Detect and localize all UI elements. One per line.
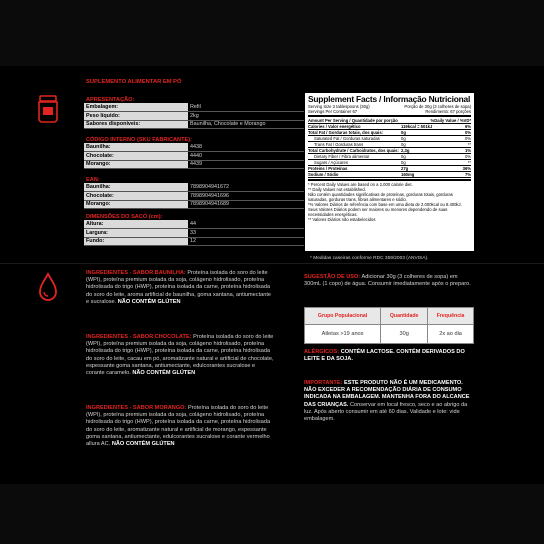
spec-value: 7898904941672 [188,183,342,191]
ingredients-label: INGREDIENTES - SABOR BAUNILHA: [86,270,186,276]
allergens [304,349,476,363]
spec-key: Morango: [84,200,188,209]
nutrient-dv: 36% [462,166,471,171]
nutrient-amount: 0g [401,136,406,141]
nutrient-label: Sodium / Sódio [308,172,339,177]
footnote: * Percent Daily Values are based on a 2,000 calorie diet. [308,182,413,187]
ingredients-label: INGREDIENTES - SABOR MORANGO: [86,405,187,411]
spec-value: Refil [188,103,342,111]
spec-key: Sabores disponíveis: [84,120,188,129]
spec-value: 7898904941689 [188,200,342,209]
table-row [305,308,474,325]
spec-key: Embalagem: [84,103,188,111]
spec-value: 44 [188,220,342,228]
calories-label: Calories / Valor energético [308,124,361,129]
allergens-label: ALÉRGICOS: [304,349,340,355]
spec-key: Altura: [84,220,188,228]
nutrient-label: Total Fat / Gorduras totais, dos quais: [308,130,384,135]
nutrient-label: Sugars / Açúcares [314,160,348,165]
ingredients-text: Proteína isolada do soro do leite (WPI), proteína premium isolada da soja, colágeno hidrolisado, proteína hidrolisada do trigo (HWP), proteína isolada da carne, proteína hidrolisada do soro do leite, aromatizante natural e artificial de morango, espessante goma xantana, antiumectante, edulcorantes sucralose e corante vermelho allura AC. [86,405,271,448]
nutrient-label: Dietary Fiber / Fibra alimentar [314,154,370,159]
table-header: Frequência [428,308,474,325]
footnote: ** Daily Values not established. [308,187,366,192]
nutrient-label: Total Carbohydrate / Carboidratos, dos quais: [308,148,399,153]
spec-key: Fundo: [84,237,188,246]
spec-key: Chocolate: [84,151,188,160]
nutrition-facts [304,92,475,252]
calories-dv: 6% [464,124,471,129]
spec-value: 4438 [188,143,342,151]
spec-key: Largura: [84,228,188,237]
nutrient-amount: 27g [401,166,409,171]
ingredients-strawberry [86,405,274,448]
nutrient-dv: 1% [464,148,471,153]
spec-value: 2kg [188,111,342,120]
usage [304,274,476,288]
nutrient-dv: 0% [464,154,471,159]
spec-value: Baunilha, Chocolate e Morango [188,120,342,129]
footnote: Não contém quantidades significativas de proteínas, gorduras totais, gorduras saturadas, gorduras trans, fibras alimentares e sódio. [308,192,453,202]
nutrient-amount: 0g [401,142,406,147]
presentation-heading: APRESENTAÇÃO: [86,97,135,103]
gluten-warning: NÃO CONTÉM GLÚTEN [117,298,181,305]
yield: Rendimento: 67 porções [425,109,471,114]
table-header: Grupo Populacional [305,308,381,325]
jar-icon [36,95,60,123]
nutrient-label: Trans Fat / Gorduras trans [314,142,364,147]
spec-key: Baunilha: [84,143,188,151]
nutrient-dv: ** [467,160,471,165]
head-right: %Daily Value / %VD* [430,118,471,123]
head-left: Amount Per Serving / Quantidade por porção [308,118,398,123]
servings: Servings Per Container 67 [308,109,358,114]
important-label: IMPORTANTE: [304,380,343,386]
important-bold: ESTE PRODUTO NÃO É UM MEDICAMENTO. NÃO EXCEDER A RECOMENDAÇÃO DIÁRIA DE CONSUMO INDICADA NA EMBALAGEM. MANTENHA FORA DO ALCANCE DAS CRIANÇAS. [304,380,470,408]
gluten-warning: NÃO CONTÉM GLÚTEN [132,370,196,377]
spec-key: Peso líquido: [84,111,188,120]
table-cell: 2x ao dia [428,325,474,344]
spec-value: 33 [188,228,342,237]
table-row [305,325,474,344]
spec-key: Baunilha: [84,183,188,191]
ingredients-chocolate [86,334,274,377]
nutrition-rows [308,130,471,178]
spec-key: Morango: [84,160,188,169]
ingredients-vanilla [86,270,274,306]
important [304,380,476,423]
gluten-warning: NÃO CONTÉM GLÚTEN [111,441,175,448]
nutrient-amount: 0g [401,130,406,135]
internal-code-heading: CÓDIGO INTERNO (SKU FABRICANTE): [86,137,192,143]
spec-value: 12 [188,237,342,246]
portion-table [304,307,474,344]
dimensions-heading: DIMENSÕES DO SACO (cm): [86,214,163,220]
ingredients-label: INGREDIENTES - SABOR CHOCOLATE: [86,334,192,340]
nutrition-title: Supplement Facts / Informação Nutricional [308,94,471,104]
usage-text: Adicionar 30g (3 colheres de sopa) em 300mL (1 copo) de água. Consumir imediatamente após o preparo. [304,274,471,288]
usage-label: SUGESTÃO DE USO: [304,274,361,280]
spec-value: 7898904941696 [188,191,342,200]
spec-value: 4439 [188,160,342,169]
serving-size: Serving Size 3 tablespoons (30g) [308,104,370,109]
ingredients-text: Proteína isolada do soro do leite (WPI), proteína premium isolada da soja, colágeno hidrolisado, proteína hidrolisada do trigo (HWP), proteína isolada da carne, proteína hidrolisada do soro do leite, cacau em pó, aromatizante natural e artificial de chocolate, espessante goma xantana, antiumectante, edulcorantes sucralose e corante caramelo. [86,334,274,377]
nutrient-label: Proteins / Proteínas [308,166,348,171]
table-cell: 30g [381,325,428,344]
nutrient-amount: 0g [401,160,406,165]
nutrient-dv: 0% [464,136,471,141]
important-text: Conservar em local fresco, seco e ao abrigo da luz. Após aberto consumir em até 60 dias. Validade e lote: vide embalagem. [304,401,468,423]
nutrition-note: * Medidas caseiras conforme RDC 359/2003 (ANVISA). [310,256,429,261]
nutrient-label: Saturated Fat / Gorduras saturadas [314,136,380,141]
footnote: ** Valores Diários não estabelecidos [308,217,376,222]
spec-key: Chocolate: [84,191,188,200]
nutrient-dv: 0% [464,130,471,135]
nutrient-amount: 0g [401,154,406,159]
nutrient-dv: ** [467,142,471,147]
footnote: *% Valores Diários de referência com base em uma dieta de 2.000kcal ou 8.400kJ. Seus Valores Diários podem ser maiores ou menores dependendo de suas necessidades energéticas. [308,202,462,217]
table-cell: Atletas >19 anos [305,325,381,344]
allergens-text: CONTÉM LACTOSE. CONTÉM DERIVADOS DO LEITE E DA SOJA. [304,349,465,363]
table-header: Quantidade [381,308,428,325]
portion: Porção de 30g (3 colheres de sopa) [404,104,471,109]
calories-amount: 119kcal = 501kJ [401,124,433,129]
spec-value: 4440 [188,151,342,160]
drop-icon [38,272,58,302]
ingredients-text: Proteína isolada do soro do leite (WPI), proteína premium isolada da soja, colágeno hidrolisado, proteína hidrolisada do trigo (HWP), proteína isolada da carne, proteína hidrolisada do soro do leite, aroma artificial de baunilha, goma xantana, antiumectante e sucralose. [86,270,272,305]
nutrient-dv: 7% [464,172,471,177]
nutrient-amount: 160mg [401,172,415,177]
nutrient-amount: 2,3g [401,148,410,153]
nutrition-row [308,172,471,178]
product-type: SUPLEMENTO ALIMENTAR EM PÓ [86,79,182,85]
ean-heading: EAN: [86,177,100,183]
